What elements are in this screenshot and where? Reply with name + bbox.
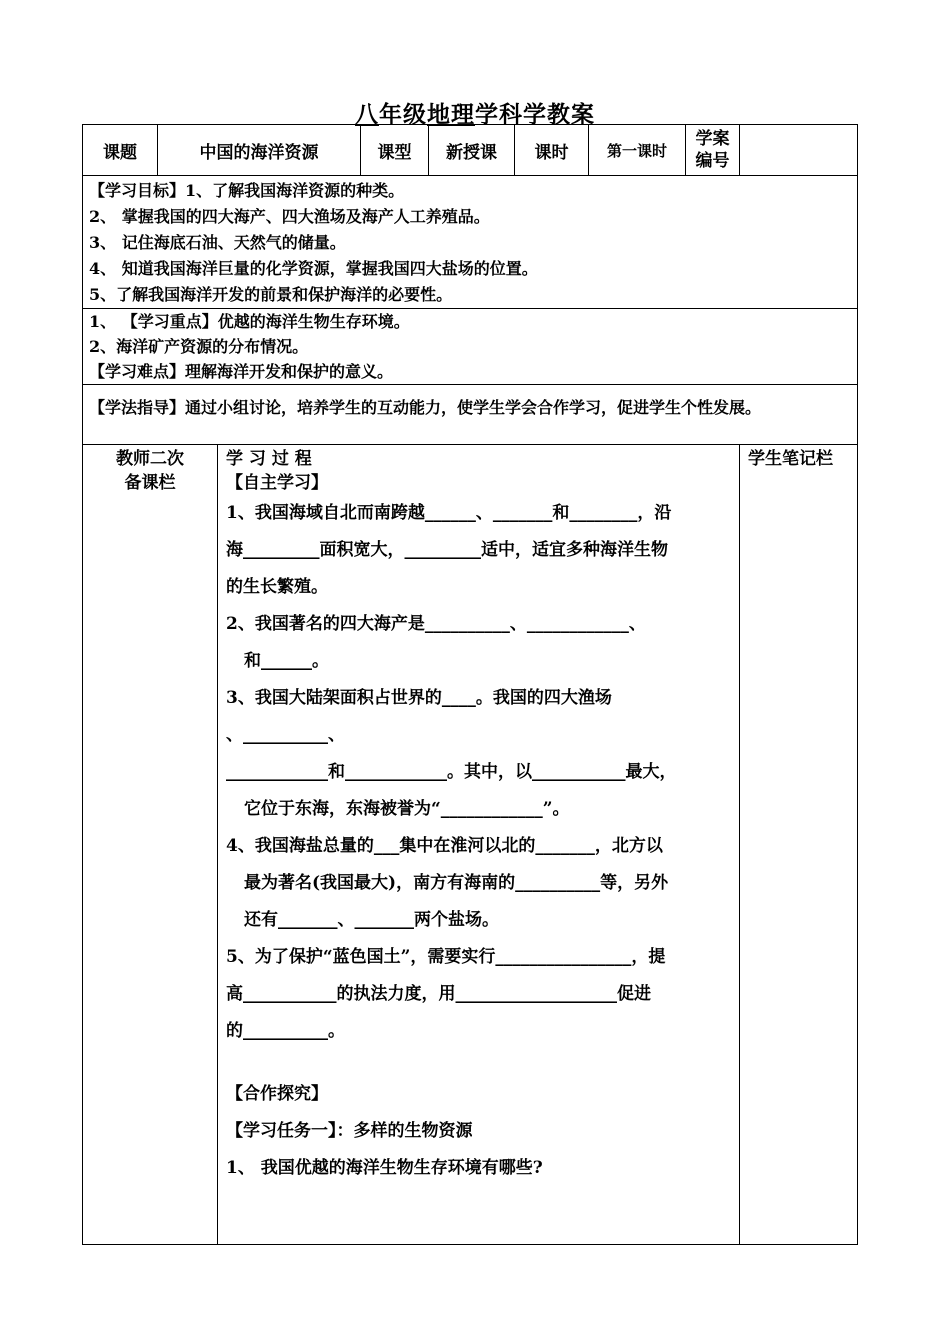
- question-5-line: 的__________。: [226, 1021, 345, 1041]
- teacher-column: [83, 445, 218, 1245]
- topic-value: 中国的海洋资源: [158, 125, 361, 176]
- type-value: 新授课: [429, 125, 515, 176]
- question-5-line: 5、为了保护“蓝色国土”，需要实行________________，提: [226, 947, 666, 967]
- title-mid1: 年级: [379, 101, 427, 128]
- title-mid2: 学科学教案: [475, 101, 595, 128]
- objectives-row: [83, 176, 858, 309]
- objective-line: 4、 知道我国海洋巨量的化学资源，掌握我国四大盐场的位置。: [89, 259, 538, 278]
- task-1-heading: 【学习任务一】：多样的生物资源: [226, 1121, 473, 1141]
- topic-label: 课题: [83, 125, 158, 176]
- keypoints-cell: [83, 309, 858, 385]
- period-label: 课时: [515, 125, 589, 176]
- period-value: 第一课时: [589, 125, 686, 176]
- keypoint-line: 2、海洋矿产资源的分布情况。: [89, 337, 309, 356]
- question-4-line: 最为著名(我国最大)，南方有海南的__________等，另外: [244, 873, 669, 893]
- guide-row: [83, 385, 858, 445]
- question-3-line: 、__________、: [226, 725, 345, 745]
- title-subject: 地理: [427, 101, 475, 128]
- question-3-line: ____________和____________。其中，以___________最大，: [226, 762, 677, 782]
- objective-line: 5、了解我国海洋开发的前景和保护海洋的必要性。: [89, 285, 453, 304]
- method-guide: 【学法指导】通过小组讨论，培养学生的互动能力，使学生学会合作学习，促进学生个性发展。: [83, 385, 858, 445]
- question-2-line: 和______。: [244, 651, 329, 671]
- question-4-line: 还有_______、_______两个盐场。: [244, 910, 499, 930]
- lesson-plan-table: [82, 124, 858, 1245]
- process-column: [218, 445, 740, 1245]
- keypoint-line: 1、 【学习重点】优越的海洋生物生存环境。: [89, 312, 410, 331]
- process-heading: 学 习 过 程: [226, 449, 312, 469]
- keypoint-line: 【学习难点】理解海洋开发和保护的意义。: [89, 362, 394, 381]
- header-row: [83, 125, 858, 176]
- question-3-line: 它位于东海，东海被誉为“____________”。: [244, 799, 570, 819]
- question-2-line: 2、我国著名的四大海产是__________、____________、: [226, 614, 646, 634]
- plan-number-value: [740, 125, 858, 176]
- question-3-line: 3、我国大陆架面积占世界的____。我国的四大渔场: [226, 688, 612, 708]
- question-1-line: 1、我国海域自北而南跨越______、_______和________，沿: [226, 503, 672, 523]
- teacher-col-line2: 备课栏: [124, 473, 176, 493]
- plan-label-line1: 学案: [695, 129, 730, 149]
- self-study-heading: 【自主学习】: [226, 473, 328, 493]
- keypoints-row: [83, 309, 858, 385]
- teacher-col-line1: 教师二次: [116, 449, 184, 469]
- question-4-line: 4、我国海盐总量的___集中在淮河以北的_______，北方以: [226, 836, 663, 856]
- title-grade: 八: [355, 101, 379, 128]
- question-1-line: 的生长繁殖。: [226, 577, 328, 597]
- objectives-cell: [83, 176, 858, 309]
- objective-line: 【学习目标】1、了解我国海洋资源的种类。: [89, 181, 405, 200]
- plan-number-label: [686, 125, 740, 176]
- plan-label-line2: 编号: [695, 151, 730, 171]
- task-1-question-1: 1、 我国优越的海洋生物生存环境有哪些?: [226, 1158, 543, 1178]
- question-1-line: 海_________面积宽大，_________适中，适宜多种海洋生物: [226, 540, 668, 560]
- process-row: [83, 445, 858, 1245]
- coop-heading: 【合作探究】: [226, 1084, 328, 1104]
- spacer: [226, 1050, 731, 1076]
- objective-line: 2、 掌握我国的四大海产、四大渔场及海产人工养殖品。: [89, 207, 490, 226]
- objective-line: 3、 记住海底石油、天然气的储量。: [89, 233, 346, 252]
- type-label: 课型: [361, 125, 429, 176]
- question-5-line: 高___________的执法力度，用___________________促进: [226, 984, 651, 1004]
- student-notes-column: 学生笔记栏: [740, 445, 858, 1245]
